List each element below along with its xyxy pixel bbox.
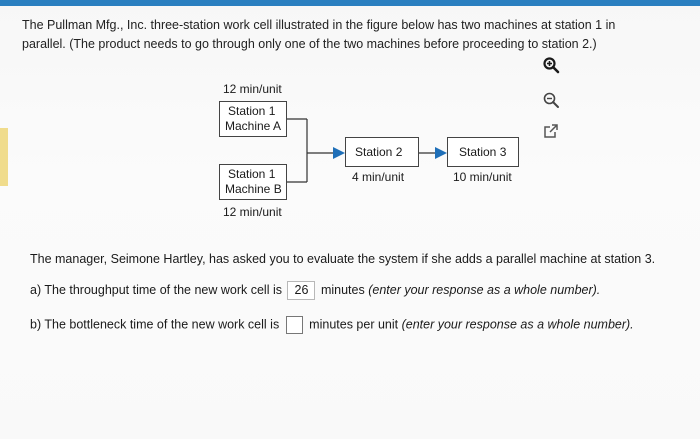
part-a-unit: minutes bbox=[320, 282, 365, 297]
part-a-hint: (enter your response as a whole number). bbox=[368, 282, 601, 297]
side-tab-marker bbox=[0, 128, 8, 186]
machine-a-rate: 12 min/unit bbox=[223, 82, 282, 96]
part-a-line bbox=[30, 281, 600, 300]
machine-b-box bbox=[219, 164, 287, 200]
part-b-hint: (enter your response as a whole number). bbox=[401, 317, 634, 332]
part-b-answer-field[interactable] bbox=[286, 316, 303, 334]
station-2-box bbox=[345, 137, 419, 167]
part-a-prefix: a) The throughput time of the new work cell is bbox=[30, 282, 282, 297]
part-b-unit: minutes per unit bbox=[309, 317, 399, 332]
zoom-in-icon[interactable] bbox=[540, 54, 562, 76]
intro-line-1: The Pullman Mfg., Inc. three-station work cell illustrated in the figure below has two machines at station 1 in bbox=[22, 18, 616, 32]
station-2-rate: 4 min/unit bbox=[352, 170, 405, 184]
part-a-answer-field[interactable]: 26 bbox=[287, 281, 315, 300]
station-2-label: Station 2 bbox=[355, 145, 403, 159]
part-b-prefix: b) The bottleneck time of the new work cell is bbox=[30, 317, 280, 332]
part-b-line bbox=[30, 316, 634, 334]
top-accent-bar bbox=[0, 0, 700, 6]
open-external-icon[interactable] bbox=[540, 120, 562, 142]
zoom-out-icon[interactable] bbox=[540, 89, 562, 111]
station-3-box bbox=[447, 137, 519, 167]
station-3-rate: 10 min/unit bbox=[453, 170, 512, 184]
machine-a-box bbox=[219, 101, 287, 137]
machine-b-station-label: Station 1 bbox=[228, 167, 276, 181]
intro-line-2: parallel. (The product needs to go through only one of the two machines before proceeding to station 2.) bbox=[22, 37, 597, 51]
machine-a-machine-label: Machine A bbox=[225, 119, 282, 133]
question-context: The manager, Seimone Hartley, has asked you to evaluate the system if she adds a parallel machine at station 3. bbox=[30, 252, 656, 266]
machine-b-rate: 12 min/unit bbox=[223, 205, 282, 219]
machine-b-machine-label: Machine B bbox=[225, 182, 282, 196]
problem-intro bbox=[22, 16, 672, 54]
machine-a-station-label: Station 1 bbox=[228, 104, 276, 118]
station-3-label: Station 3 bbox=[459, 145, 507, 159]
